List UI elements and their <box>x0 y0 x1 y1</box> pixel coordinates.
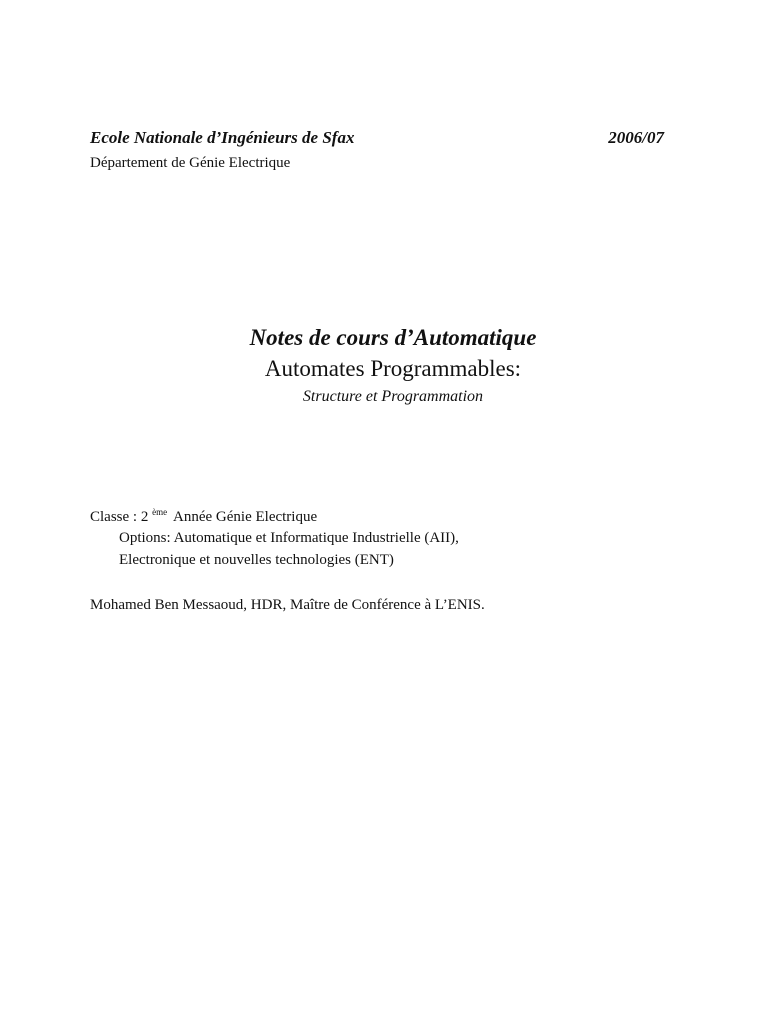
class-prefix: Classe : 2 <box>90 509 149 525</box>
options-line-1: Options: Automatique et Informatique Industrielle (AII), <box>119 530 459 546</box>
author-line: Mohamed Ben Messaoud, HDR, Maître de Conférence à L’ENIS. <box>90 597 485 613</box>
subtitle: Structure et Programmation <box>302 388 484 405</box>
class-line <box>90 507 317 526</box>
department-name: Département de Génie Electrique <box>90 155 291 171</box>
options-line-2: Electronique et nouvelles technologies (ENT) <box>119 552 394 568</box>
header-row <box>90 128 664 152</box>
title-block <box>0 323 768 407</box>
class-superscript: ème <box>152 507 168 517</box>
main-title: Automates Programmables: <box>264 356 522 381</box>
school-name: Ecole Nationale d’Ingénieurs de Sfax <box>90 128 355 147</box>
course-title: Notes de cours d’Automatique <box>249 325 537 350</box>
academic-year: 2006/07 <box>608 128 664 147</box>
class-suffix: Année Génie Electrique <box>173 509 318 525</box>
